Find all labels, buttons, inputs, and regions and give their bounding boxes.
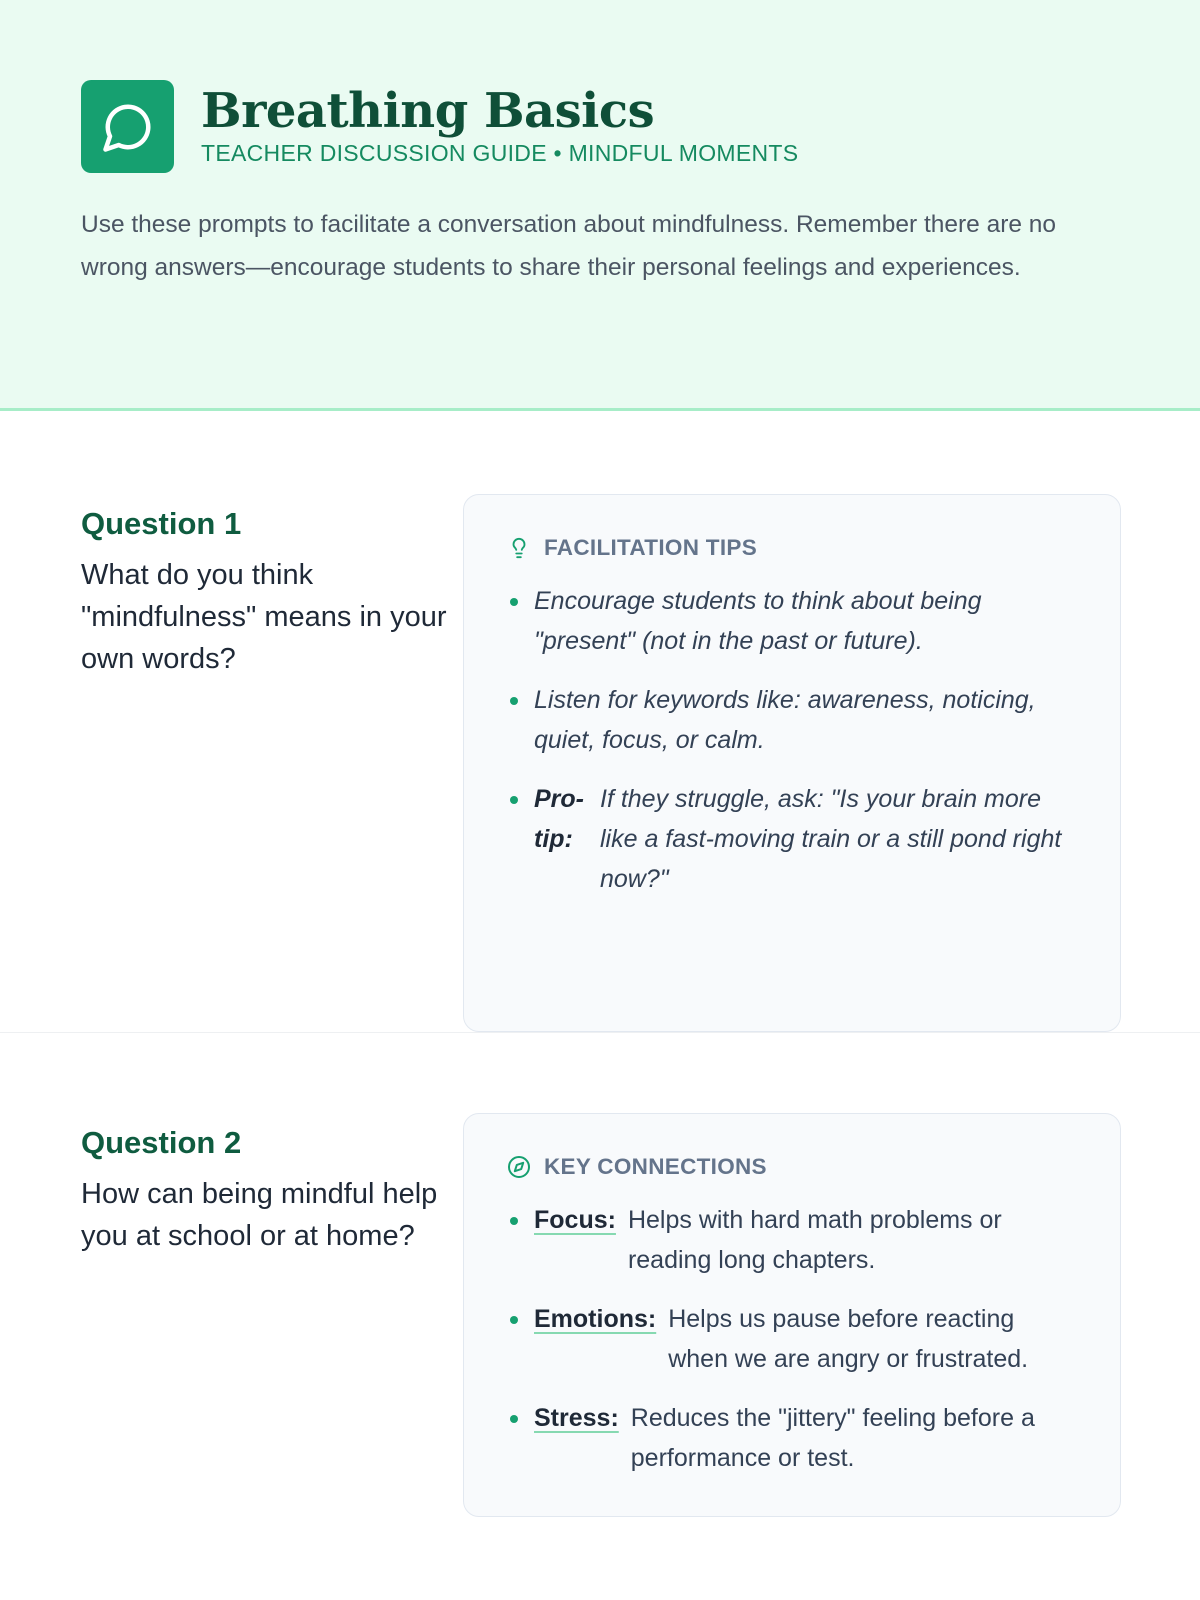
bullet-dot: [510, 598, 518, 606]
connections-list: [506, 1200, 1076, 1478]
page-header: [0, 0, 1200, 411]
tip-text: Encourage students to think about being "present" (not in the past or future).: [534, 587, 982, 655]
question-label: Question 1: [81, 506, 242, 541]
connection-text: Helps with hard math problems or reading long chapters.: [627, 1206, 1002, 1274]
bullet-dot: [510, 1217, 518, 1225]
card-title: FACILITATION TIPS: [544, 535, 758, 560]
connection-text: Helps us pause before reacting when we are angry or frustrated.: [668, 1305, 1029, 1373]
question-2-prompt: [81, 1113, 463, 1517]
brand-row: [81, 80, 1120, 173]
connection-row: [534, 1398, 1076, 1478]
title-block: [201, 83, 798, 167]
bullet-dot: [510, 1316, 518, 1324]
list-item: [506, 1299, 1076, 1379]
bullet-dot: [510, 1415, 518, 1423]
chat-bubble-icon: [81, 80, 174, 173]
card-header: [506, 1154, 1076, 1180]
connection-row: [534, 1200, 1076, 1280]
question-label: Question 2: [81, 1125, 242, 1160]
bullet-dot: [510, 697, 518, 705]
tips-list: [506, 581, 1076, 899]
pro-tip-label: Pro-tip:: [534, 785, 584, 853]
list-item: [506, 1398, 1076, 1478]
list-item: [506, 1200, 1076, 1280]
question-1-section: [0, 411, 1200, 1033]
lightbulb-icon: [506, 535, 532, 561]
connection-term: Emotions:: [534, 1305, 657, 1333]
connection-text: Reduces the "jittery" feeling before a performance or test.: [630, 1404, 1035, 1472]
list-item: [506, 680, 1076, 760]
question-2-section: [0, 1033, 1200, 1517]
key-connections-card: [463, 1113, 1121, 1517]
intro-text: Use these prompts to facilitate a conversation about mindfulness. Remember there are no wrong answers—encourage students to share their personal feelings and experiences.: [81, 211, 1057, 281]
card-title: KEY CONNECTIONS: [544, 1154, 767, 1179]
facilitation-tips-card: [463, 494, 1121, 1032]
connection-term: Stress:: [534, 1404, 619, 1432]
list-item: [506, 779, 1076, 899]
question-text: How can being mindful help you at school or at home?: [81, 1178, 438, 1252]
question-1-prompt: [81, 494, 463, 1032]
question-text: What do you think "mindfulness" means in your own words?: [81, 559, 447, 675]
pro-tip: [534, 779, 1076, 899]
connection-term: Focus:: [534, 1206, 616, 1234]
page-subtitle: TEACHER DISCUSSION GUIDE • MINDFUL MOMENTS: [201, 139, 799, 166]
card-header: [506, 535, 1076, 561]
bullet-dot: [510, 796, 518, 804]
pro-tip-text: If they struggle, ask: "Is your brain more like a fast-moving train or a still pond right now?": [600, 785, 1062, 893]
list-item: [506, 581, 1076, 661]
tip-text: Listen for keywords like: awareness, noticing, quiet, focus, or calm.: [534, 686, 1036, 754]
page-title: Breathing Basics: [201, 82, 655, 139]
connection-row: [534, 1299, 1076, 1379]
compass-icon: [506, 1154, 532, 1180]
